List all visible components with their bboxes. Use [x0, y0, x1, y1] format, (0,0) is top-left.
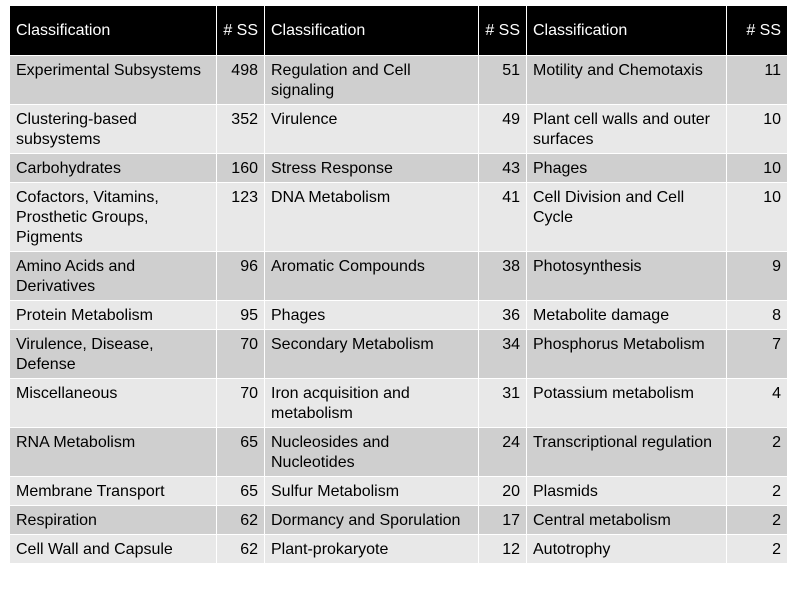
header-row	[10, 6, 787, 55]
ss-count-cell: 38	[479, 251, 527, 300]
classification-cell: Aromatic Compounds	[265, 251, 479, 300]
header-classification-1: Classification	[10, 6, 217, 55]
ss-count-cell: 12	[479, 534, 527, 563]
classification-cell: Carbohydrates	[10, 153, 217, 182]
ss-count-cell: 4	[727, 378, 787, 427]
ss-count-cell: 10	[727, 104, 787, 153]
ss-count-cell: 70	[217, 329, 265, 378]
classification-cell: Plant-prokaryote	[265, 534, 479, 563]
classification-cell: Virulence	[265, 104, 479, 153]
classification-cell: Stress Response	[265, 153, 479, 182]
table-row	[10, 329, 787, 378]
table-body	[10, 55, 787, 563]
ss-count-cell: 9	[727, 251, 787, 300]
classification-cell: Sulfur Metabolism	[265, 476, 479, 505]
classification-cell: Amino Acids and Derivatives	[10, 251, 217, 300]
ss-count-cell: 160	[217, 153, 265, 182]
ss-count-cell: 123	[217, 182, 265, 251]
ss-count-cell: 43	[479, 153, 527, 182]
ss-count-cell: 2	[727, 534, 787, 563]
ss-count-cell: 352	[217, 104, 265, 153]
table-row	[10, 476, 787, 505]
ss-count-cell: 10	[727, 153, 787, 182]
ss-count-cell: 2	[727, 427, 787, 476]
classification-cell: Phages	[527, 153, 727, 182]
classification-cell: Dormancy and Sporulation	[265, 505, 479, 534]
table-row	[10, 427, 787, 476]
table-row	[10, 505, 787, 534]
classification-cell: Membrane Transport	[10, 476, 217, 505]
ss-count-cell: 95	[217, 300, 265, 329]
ss-count-cell: 51	[479, 55, 527, 104]
classification-cell: Photosynthesis	[527, 251, 727, 300]
ss-count-cell: 17	[479, 505, 527, 534]
classification-cell: Iron acquisition and metabolism	[265, 378, 479, 427]
table-row	[10, 378, 787, 427]
classification-cell: Protein Metabolism	[10, 300, 217, 329]
classification-cell: Cofactors, Vitamins, Prosthetic Groups, Pigments	[10, 182, 217, 251]
classification-cell: Nucleosides and Nucleotides	[265, 427, 479, 476]
ss-count-cell: 8	[727, 300, 787, 329]
ss-count-cell: 49	[479, 104, 527, 153]
classification-cell: Metabolite damage	[527, 300, 727, 329]
ss-count-cell: 65	[217, 427, 265, 476]
ss-count-cell: 498	[217, 55, 265, 104]
header-classification-2: Classification	[265, 6, 479, 55]
header-classification-3: Classification	[527, 6, 727, 55]
classification-cell: Clustering-based subsystems	[10, 104, 217, 153]
ss-count-cell: 34	[479, 329, 527, 378]
classification-cell: Phosphorus Metabolism	[527, 329, 727, 378]
ss-count-cell: 65	[217, 476, 265, 505]
ss-count-cell: 70	[217, 378, 265, 427]
ss-count-cell: 7	[727, 329, 787, 378]
ss-count-cell: 31	[479, 378, 527, 427]
table-row	[10, 534, 787, 563]
classification-cell: Secondary Metabolism	[265, 329, 479, 378]
table-row	[10, 153, 787, 182]
ss-count-cell: 62	[217, 505, 265, 534]
ss-count-cell: 36	[479, 300, 527, 329]
classification-cell: Virulence, Disease, Defense	[10, 329, 217, 378]
table-header	[10, 6, 787, 55]
classification-cell: Cell Wall and Capsule	[10, 534, 217, 563]
classification-cell: Miscellaneous	[10, 378, 217, 427]
ss-count-cell: 2	[727, 476, 787, 505]
classification-cell: Central metabolism	[527, 505, 727, 534]
table-row	[10, 182, 787, 251]
table-row	[10, 55, 787, 104]
classification-cell: Experimental Subsystems	[10, 55, 217, 104]
classification-cell: Regulation and Cell signaling	[265, 55, 479, 104]
classification-cell: Respiration	[10, 505, 217, 534]
classification-cell: Transcriptional regulation	[527, 427, 727, 476]
ss-count-cell: 96	[217, 251, 265, 300]
ss-count-cell: 24	[479, 427, 527, 476]
subsystems-table	[10, 6, 787, 563]
table-row	[10, 251, 787, 300]
ss-count-cell: 20	[479, 476, 527, 505]
classification-cell: DNA Metabolism	[265, 182, 479, 251]
ss-count-cell: 2	[727, 505, 787, 534]
table-row	[10, 300, 787, 329]
subsystems-table-container	[10, 6, 787, 563]
classification-cell: Plant cell walls and outer surfaces	[527, 104, 727, 153]
ss-count-cell: 10	[727, 182, 787, 251]
header-ss-count-1: # SS	[217, 6, 265, 55]
ss-count-cell: 41	[479, 182, 527, 251]
classification-cell: Potassium metabolism	[527, 378, 727, 427]
ss-count-cell: 11	[727, 55, 787, 104]
classification-cell: Cell Division and Cell Cycle	[527, 182, 727, 251]
ss-count-cell: 62	[217, 534, 265, 563]
table-row	[10, 104, 787, 153]
classification-cell: Autotrophy	[527, 534, 727, 563]
classification-cell: Phages	[265, 300, 479, 329]
header-ss-count-3: # SS	[727, 6, 787, 55]
classification-cell: RNA Metabolism	[10, 427, 217, 476]
classification-cell: Motility and Chemotaxis	[527, 55, 727, 104]
header-ss-count-2: # SS	[479, 6, 527, 55]
classification-cell: Plasmids	[527, 476, 727, 505]
